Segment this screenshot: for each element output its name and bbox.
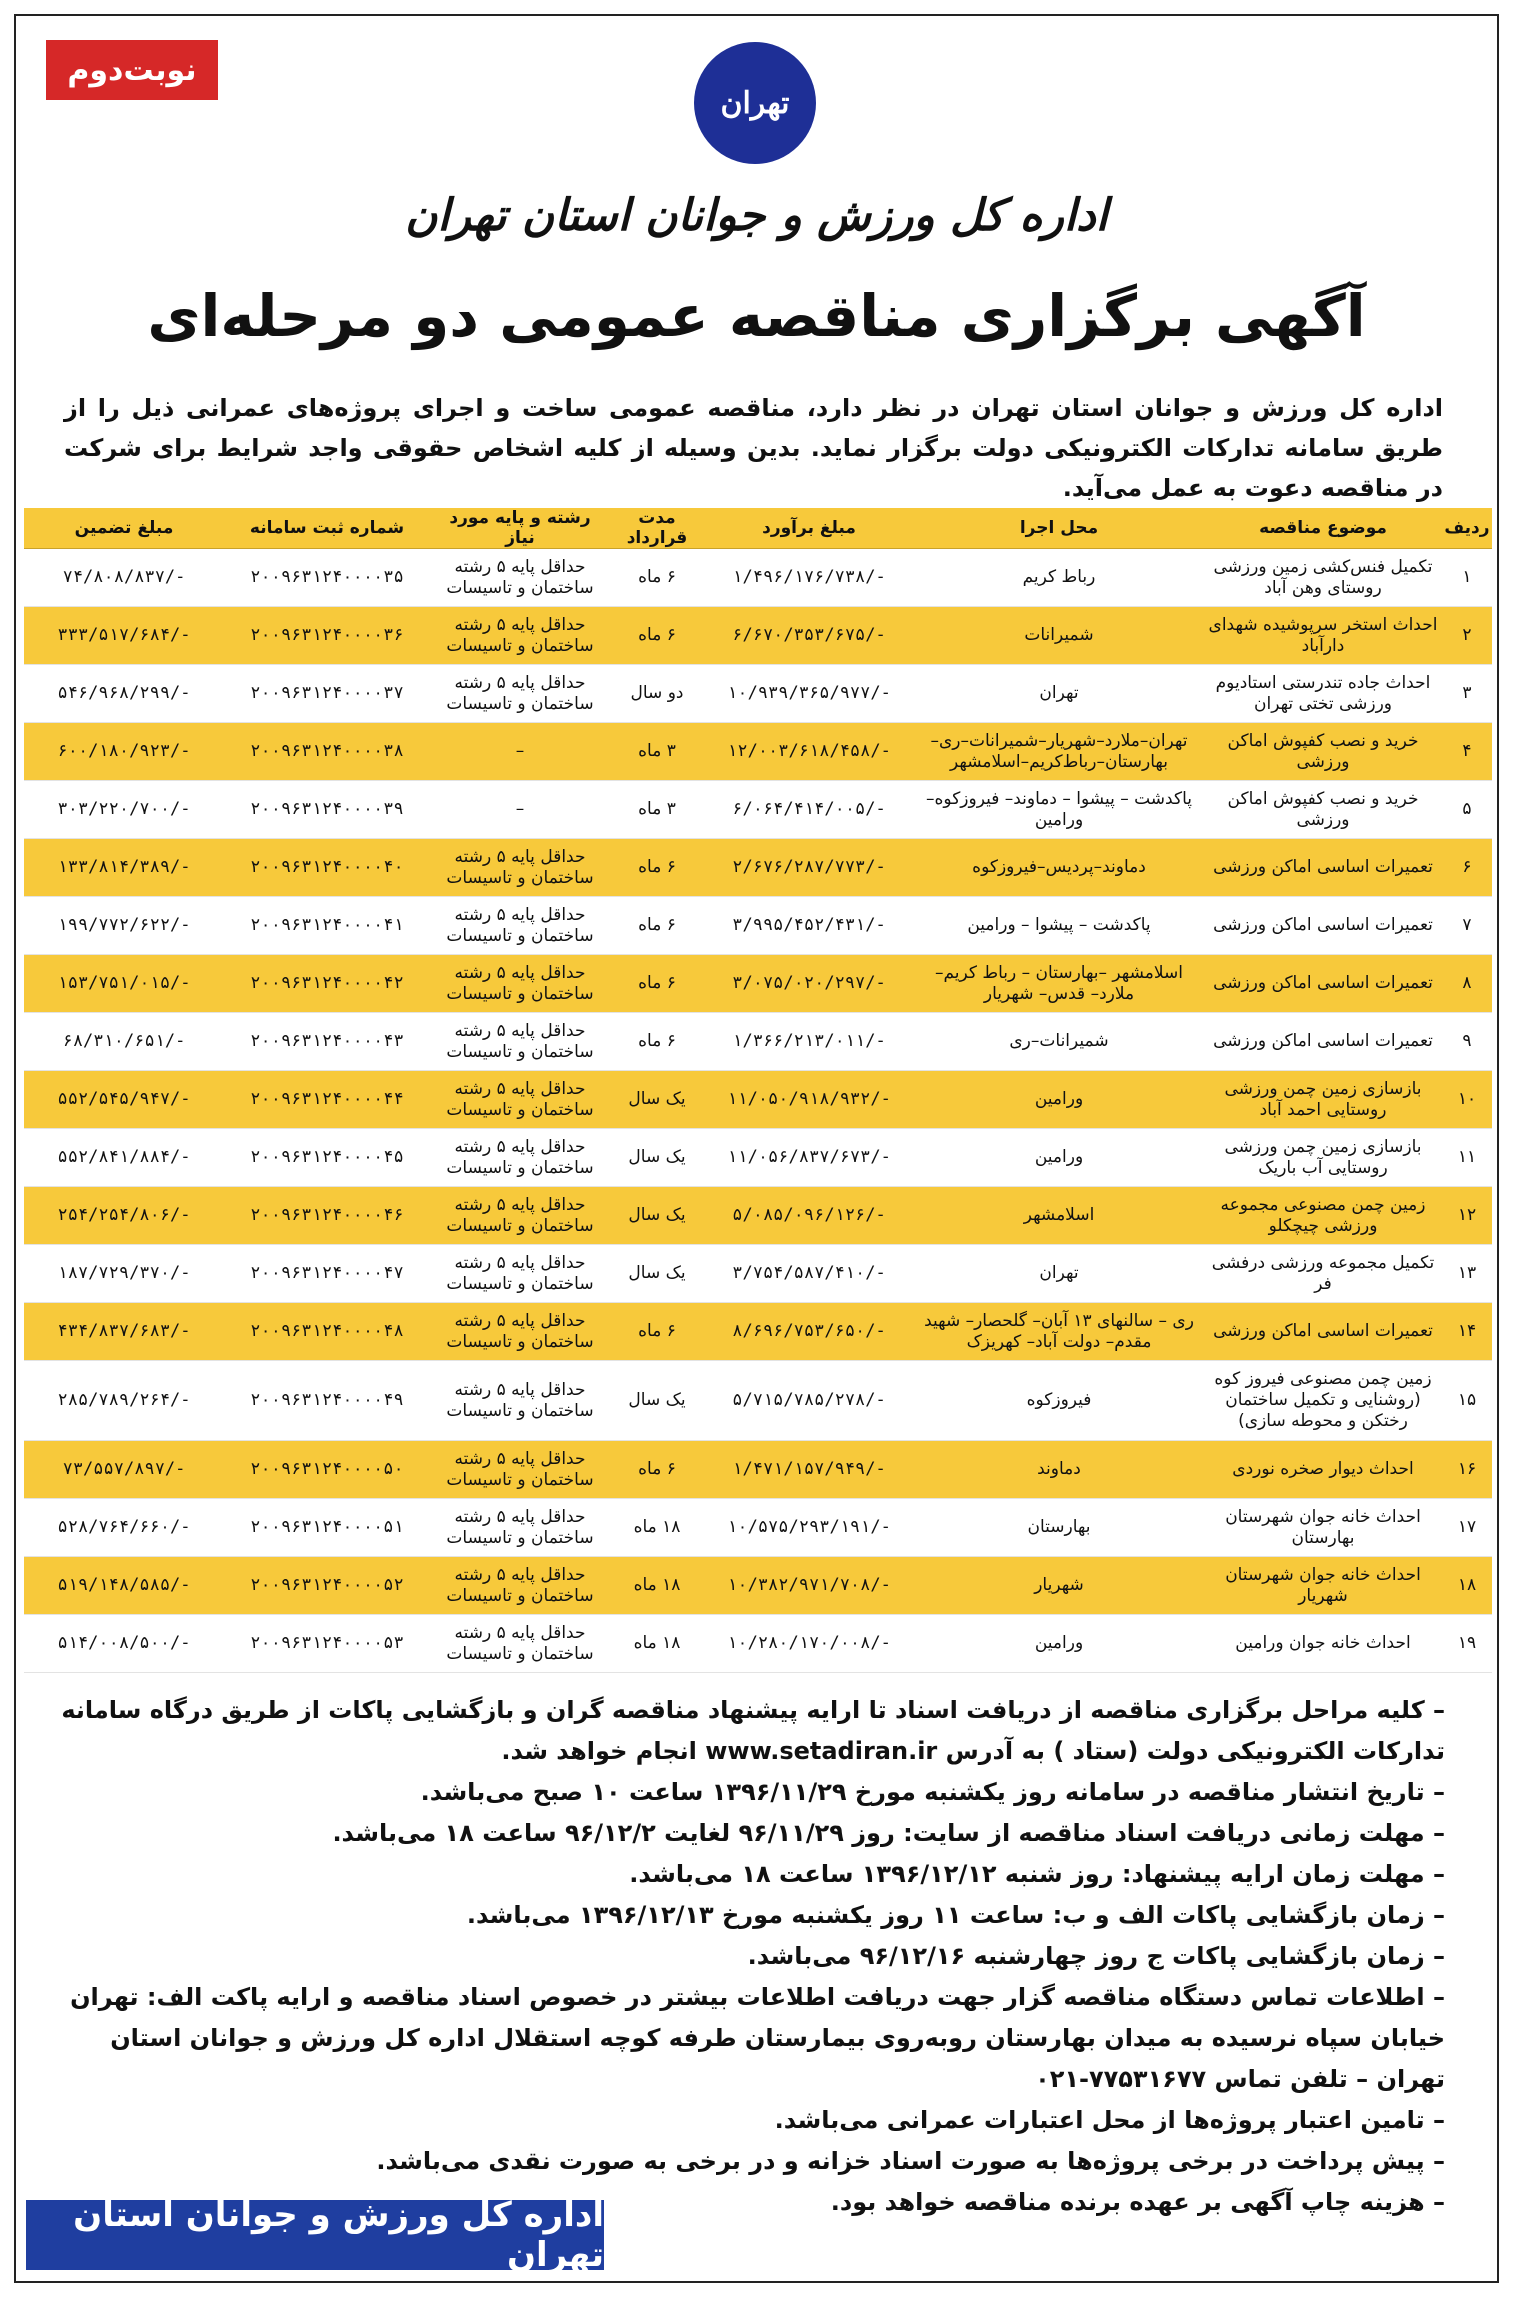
column-header: موضوع مناقصه: [1204, 508, 1442, 549]
contract-duration: ۶ ماه: [610, 1013, 704, 1071]
execution-location: پاکدشت – پیشوا – ورامین: [914, 897, 1204, 955]
estimated-amount: ۱۱/۰۵۰/۹۱۸/۹۳۲/-: [704, 1071, 914, 1129]
estimated-amount: ۳/۹۹۵/۴۵۲/۴۳۱/-: [704, 897, 914, 955]
execution-location: اسلامشهر: [914, 1187, 1204, 1245]
row-number: ۳: [1442, 665, 1492, 723]
row-number: ۲: [1442, 607, 1492, 665]
required-grade: حداقل پایه ۵ رشته ساختمان و تاسیسات: [430, 897, 610, 955]
table-row: [24, 665, 1492, 723]
column-header: مبلغ برآورد: [704, 508, 914, 549]
notes-list: [56, 1690, 1445, 2223]
registration-number: ۲۰۰۹۶۳۱۲۴۰۰۰۰۴۳: [224, 1013, 430, 1071]
required-grade: حداقل پایه ۵ رشته ساختمان و تاسیسات: [430, 1245, 610, 1303]
estimated-amount: ۱۲/۰۰۳/۶۱۸/۴۵۸/-: [704, 723, 914, 781]
contract-duration: یک سال: [610, 1245, 704, 1303]
estimated-amount: ۵/۷۱۵/۷۸۵/۲۷۸/-: [704, 1361, 914, 1441]
registration-number: ۲۰۰۹۶۳۱۲۴۰۰۰۰۴۹: [224, 1361, 430, 1441]
tender-subject: احداث جاده تندرستی استادیوم ورزشی تختی تهران: [1204, 665, 1442, 723]
tender-subject: زمین چمن مصنوعی مجموعه ورزشی چیچکلو: [1204, 1187, 1442, 1245]
registration-number: ۲۰۰۹۶۳۱۲۴۰۰۰۰۳۵: [224, 549, 430, 607]
registration-number: ۲۰۰۹۶۳۱۲۴۰۰۰۰۴۷: [224, 1245, 430, 1303]
row-number: ۱۸: [1442, 1557, 1492, 1615]
required-grade: حداقل پایه ۵ رشته ساختمان و تاسیسات: [430, 955, 610, 1013]
contract-duration: ۱۸ ماه: [610, 1557, 704, 1615]
contract-duration: ۳ ماه: [610, 781, 704, 839]
contract-duration: یک سال: [610, 1361, 704, 1441]
required-grade: حداقل پایه ۵ رشته ساختمان و تاسیسات: [430, 1129, 610, 1187]
note-item: – کلیه مراحل برگزاری مناقصه از دریافت اسناد تا ارایه پیشنهاد مناقصه گران و بازگشایی پاکات از طریق درگاه سامانه تدارکات الکترونیکی دولت (ستاد ) به آدرس www.setadiran.ir انجام خواهد شد.: [61, 1696, 1445, 1765]
registration-number: ۲۰۰۹۶۳۱۲۴۰۰۰۰۴۶: [224, 1187, 430, 1245]
execution-location: ورامین: [914, 1615, 1204, 1673]
contract-duration: یک سال: [610, 1187, 704, 1245]
registration-number: ۲۰۰۹۶۳۱۲۴۰۰۰۰۴۸: [224, 1303, 430, 1361]
estimated-amount: ۳/۰۷۵/۰۲۰/۲۹۷/-: [704, 955, 914, 1013]
row-number: ۶: [1442, 839, 1492, 897]
logo-text: تهران: [720, 85, 790, 121]
estimated-amount: ۱/۴۹۶/۱۷۶/۷۳۸/-: [704, 549, 914, 607]
note-item: – مهلت زمان ارایه پیشنهاد: روز شنبه ۱۳۹۶/۱۲/۱۲ ساعت ۱۸ می‌باشد.: [629, 1860, 1445, 1888]
tender-subject: تعمیرات اساسی اماکن ورزشی: [1204, 1303, 1442, 1361]
tender-subject: بازسازی زمین چمن ورزشی روستایی احمد آباد: [1204, 1071, 1442, 1129]
estimated-amount: ۵/۰۸۵/۰۹۶/۱۲۶/-: [704, 1187, 914, 1245]
table-row: [24, 607, 1492, 665]
execution-location: بهارستان: [914, 1499, 1204, 1557]
row-number: ۱۰: [1442, 1071, 1492, 1129]
required-grade: حداقل پایه ۵ رشته ساختمان و تاسیسات: [430, 1557, 610, 1615]
guarantee-amount: ۵۱۴/۰۰۸/۵۰۰/-: [24, 1615, 224, 1673]
guarantee-amount: ۶۸/۳۱۰/۶۵۱/-: [24, 1013, 224, 1071]
execution-location: اسلامشهر –بهارستان – رباط کریم– ملارد– قدس– شهریار: [914, 955, 1204, 1013]
row-number: ۱۹: [1442, 1615, 1492, 1673]
table-row: [24, 1499, 1492, 1557]
required-grade: حداقل پایه ۵ رشته ساختمان و تاسیسات: [430, 839, 610, 897]
guarantee-amount: ۷۳/۵۵۷/۸۹۷/-: [24, 1441, 224, 1499]
registration-number: ۲۰۰۹۶۳۱۲۴۰۰۰۰۴۴: [224, 1071, 430, 1129]
contract-duration: دو سال: [610, 665, 704, 723]
required-grade: حداقل پایه ۵ رشته ساختمان و تاسیسات: [430, 1441, 610, 1499]
tender-subject: احداث دیوار صخره نوردی: [1204, 1441, 1442, 1499]
tender-subject: تکمیل فنس‌کشی زمین ورزشی روستای وهن آباد: [1204, 549, 1442, 607]
row-number: ۱۷: [1442, 1499, 1492, 1557]
guarantee-amount: ۵۵۲/۵۴۵/۹۴۷/-: [24, 1071, 224, 1129]
note-item: – تاریخ انتشار مناقصه در سامانه روز یکشنبه مورخ ۱۳۹۶/۱۱/۲۹ ساعت ۱۰ صبح می‌باشد.: [420, 1778, 1445, 1806]
table-row: [24, 1361, 1492, 1441]
contract-duration: ۶ ماه: [610, 607, 704, 665]
table-row: [24, 955, 1492, 1013]
guarantee-amount: ۴۳۴/۸۳۷/۶۸۳/-: [24, 1303, 224, 1361]
contract-duration: ۳ ماه: [610, 723, 704, 781]
intro-paragraph: اداره کل ورزش و جوانان استان تهران در نظر دارد، مناقصه عمومی ساخت و اجرای پروژه‌های عمرانی ذیل را از طریق سامانه تدارکات الکترونیکی دولت برگزار نماید. بدین وسیله از کلیه اشخاص حقوقی واجد شرایط برای شرکت در مناقصه دعوت به عمل می‌آید.: [64, 394, 1443, 502]
contract-duration: ۶ ماه: [610, 1441, 704, 1499]
tender-table-wrapper: [24, 508, 1492, 1673]
estimated-amount: ۱/۴۷۱/۱۵۷/۹۴۹/-: [704, 1441, 914, 1499]
guarantee-amount: ۱۹۹/۷۷۲/۶۲۲/-: [24, 897, 224, 955]
footer-organization-bar: اداره کل ورزش و جوانان استان تهران: [26, 2200, 604, 2270]
contract-duration: ۶ ماه: [610, 839, 704, 897]
table-row: [24, 1071, 1492, 1129]
column-header: مدت قرارداد: [610, 508, 704, 549]
required-grade: حداقل پایه ۵ رشته ساختمان و تاسیسات: [430, 1361, 610, 1441]
required-grade: حداقل پایه ۵ رشته ساختمان و تاسیسات: [430, 1071, 610, 1129]
table-row: [24, 549, 1492, 607]
execution-location: شمیرانات–ری: [914, 1013, 1204, 1071]
tender-subject: احداث خانه جوان شهرستان بهارستان: [1204, 1499, 1442, 1557]
registration-number: ۲۰۰۹۶۳۱۲۴۰۰۰۰۵۱: [224, 1499, 430, 1557]
table-row: [24, 839, 1492, 897]
registration-number: ۲۰۰۹۶۳۱۲۴۰۰۰۰۳۶: [224, 607, 430, 665]
table-row: [24, 1187, 1492, 1245]
tender-subject: خرید و نصب کفپوش اماکن ورزشی: [1204, 723, 1442, 781]
estimated-amount: ۱۰/۹۳۹/۳۶۵/۹۷۷/-: [704, 665, 914, 723]
execution-location: ری – سالنهای ۱۳ آبان– گلحصار– شهید مقدم– دولت آباد– کهریزک: [914, 1303, 1204, 1361]
guarantee-amount: ۵۲۸/۷۶۴/۶۶۰/-: [24, 1499, 224, 1557]
table-row: [24, 1557, 1492, 1615]
note-item: – اطلاعات تماس دستگاه مناقصه گزار جهت دریافت اطلاعات بیشتر در خصوص اسناد مناقصه و ارایه پاکت الف: تهران خیابان سپاه نرسیده به میدان بهارستان روبه‌روی بیمارستان طرفه کوچه استقلال اداره کل ورزش و جوانان استان تهران – تلفن تماس ۷۷۵۳۱۶۷۷-۰۲۱: [70, 1983, 1445, 2093]
execution-location: فیروزکوه: [914, 1361, 1204, 1441]
registration-number: ۲۰۰۹۶۳۱۲۴۰۰۰۰۳۸: [224, 723, 430, 781]
tender-subject: تعمیرات اساسی اماکن ورزشی: [1204, 1013, 1442, 1071]
required-grade: حداقل پایه ۵ رشته ساختمان و تاسیسات: [430, 607, 610, 665]
guarantee-amount: ۵۵۲/۸۴۱/۸۸۴/-: [24, 1129, 224, 1187]
required-grade: حداقل پایه ۵ رشته ساختمان و تاسیسات: [430, 1303, 610, 1361]
row-number: ۵: [1442, 781, 1492, 839]
required-grade: حداقل پایه ۵ رشته ساختمان و تاسیسات: [430, 1615, 610, 1673]
registration-number: ۲۰۰۹۶۳۱۲۴۰۰۰۰۳۹: [224, 781, 430, 839]
tender-subject: تعمیرات اساسی اماکن ورزشی: [1204, 955, 1442, 1013]
table-row: [24, 1303, 1492, 1361]
guarantee-amount: ۳۳۳/۵۱۷/۶۸۴/-: [24, 607, 224, 665]
note-item: – زمان بازگشایی پاکات الف و ب: ساعت ۱۱ روز یکشنبه مورخ ۱۳۹۶/۱۲/۱۳ می‌باشد.: [466, 1901, 1445, 1929]
tender-subject: زمین چمن مصنوعی فیروز کوه (روشنایی و تکمیل ساختمان رختکن و محوطه سازی): [1204, 1361, 1442, 1441]
estimated-amount: ۳/۷۵۴/۵۸۷/۴۱۰/-: [704, 1245, 914, 1303]
tender-subject: تعمیرات اساسی اماکن ورزشی: [1204, 839, 1442, 897]
execution-location: پاکدشت – پیشوا – دماوند– فیروزکوه– ورامین: [914, 781, 1204, 839]
tender-subject: بازسازی زمین چمن ورزشی روستایی آب باریک: [1204, 1129, 1442, 1187]
guarantee-amount: ۲۵۴/۲۵۴/۸۰۶/-: [24, 1187, 224, 1245]
estimated-amount: ۱/۳۶۶/۲۱۳/۰۱۱/-: [704, 1013, 914, 1071]
table-row: [24, 1245, 1492, 1303]
estimated-amount: ۸/۶۹۶/۷۵۳/۶۵۰/-: [704, 1303, 914, 1361]
guarantee-amount: ۵۱۹/۱۴۸/۵۸۵/-: [24, 1557, 224, 1615]
row-number: ۹: [1442, 1013, 1492, 1071]
table-body: [24, 549, 1492, 1673]
contract-duration: یک سال: [610, 1129, 704, 1187]
execution-location: ورامین: [914, 1071, 1204, 1129]
contract-duration: ۶ ماه: [610, 897, 704, 955]
required-grade: حداقل پایه ۵ رشته ساختمان و تاسیسات: [430, 1013, 610, 1071]
organization-name: اداره کل ورزش و جوانان استان تهران: [405, 190, 1108, 241]
note-item: – هزینه چاپ آگهی بر عهده برنده مناقصه خواهد بود.: [830, 2188, 1445, 2216]
tender-subject: احداث خانه جوان شهرستان شهریار: [1204, 1557, 1442, 1615]
estimated-amount: ۱۰/۲۸۰/۱۷۰/۰۰۸/-: [704, 1615, 914, 1673]
note-item: – مهلت زمانی دریافت اسناد مناقصه از سایت: روز ۹۶/۱۱/۲۹ لغایت ۹۶/۱۲/۲ ساعت ۱۸ می‌باشد.: [332, 1819, 1445, 1847]
estimated-amount: ۱۱/۰۵۶/۸۳۷/۶۷۳/-: [704, 1129, 914, 1187]
row-number: ۸: [1442, 955, 1492, 1013]
table-row: [24, 1013, 1492, 1071]
estimated-amount: ۶/۰۶۴/۴۱۴/۰۰۵/-: [704, 781, 914, 839]
tender-subject: خرید و نصب کفپوش اماکن ورزشی: [1204, 781, 1442, 839]
column-header: محل اجرا: [914, 508, 1204, 549]
note-item: – پیش پرداخت در برخی پروژه‌ها به صورت اسناد خزانه و در برخی به صورت نقدی می‌باشد.: [376, 2147, 1445, 2175]
column-header: رشته و پایه مورد نیاز: [430, 508, 610, 549]
guarantee-amount: ۶۰۰/۱۸۰/۹۲۳/-: [24, 723, 224, 781]
execution-location: شهریار: [914, 1557, 1204, 1615]
execution-location: تهران: [914, 1245, 1204, 1303]
contract-duration: ۱۸ ماه: [610, 1615, 704, 1673]
registration-number: ۲۰۰۹۶۳۱۲۴۰۰۰۰۴۱: [224, 897, 430, 955]
required-grade: –: [430, 781, 610, 839]
row-number: ۴: [1442, 723, 1492, 781]
contract-duration: یک سال: [610, 1071, 704, 1129]
execution-location: ورامین: [914, 1129, 1204, 1187]
column-header: مبلغ تضمین: [24, 508, 224, 549]
round-badge: نوبت‌دوم: [46, 40, 218, 100]
execution-location: دماوند–پردیس–فیروزکوه: [914, 839, 1204, 897]
row-number: ۷: [1442, 897, 1492, 955]
estimated-amount: ۱۰/۳۸۲/۹۷۱/۷۰۸/-: [704, 1557, 914, 1615]
note-item: – تامین اعتبار پروژه‌ها از محل اعتبارات عمرانی می‌باشد.: [774, 2106, 1445, 2134]
row-number: ۱۵: [1442, 1361, 1492, 1441]
column-header: شماره ثبت سامانه: [224, 508, 430, 549]
table-row: [24, 897, 1492, 955]
registration-number: ۲۰۰۹۶۳۱۲۴۰۰۰۰۵۰: [224, 1441, 430, 1499]
table-row: [24, 1129, 1492, 1187]
execution-location: تهران: [914, 665, 1204, 723]
contract-duration: ۶ ماه: [610, 1303, 704, 1361]
guarantee-amount: ۵۴۶/۹۶۸/۲۹۹/-: [24, 665, 224, 723]
registration-number: ۲۰۰۹۶۳۱۲۴۰۰۰۰۳۷: [224, 665, 430, 723]
contract-duration: ۶ ماه: [610, 549, 704, 607]
table-row: [24, 781, 1492, 839]
tender-subject: تعمیرات اساسی اماکن ورزشی: [1204, 897, 1442, 955]
note-item: – زمان بازگشایی پاکات ج روز چهارشنبه ۹۶/۱۲/۱۶ می‌باشد.: [747, 1942, 1445, 1970]
guarantee-amount: ۱۵۳/۷۵۱/۰۱۵/-: [24, 955, 224, 1013]
table-header-row: [24, 508, 1492, 549]
execution-location: دماوند: [914, 1441, 1204, 1499]
registration-number: ۲۰۰۹۶۳۱۲۴۰۰۰۰۴۰: [224, 839, 430, 897]
estimated-amount: ۶/۶۷۰/۳۵۳/۶۷۵/-: [704, 607, 914, 665]
estimated-amount: ۱۰/۵۷۵/۲۹۳/۱۹۱/-: [704, 1499, 914, 1557]
execution-location: شمیرانات: [914, 607, 1204, 665]
row-number: ۱۴: [1442, 1303, 1492, 1361]
execution-location: تهران–ملارد–شهریار–شمیرانات–ری–بهارستان–رباط‌کریم–اسلامشهر: [914, 723, 1204, 781]
row-number: ۱۲: [1442, 1187, 1492, 1245]
tender-subject: احداث خانه جوان ورامین: [1204, 1615, 1442, 1673]
guarantee-amount: ۳۰۳/۲۲۰/۷۰۰/-: [24, 781, 224, 839]
guarantee-amount: ۷۴/۸۰۸/۸۳۷/-: [24, 549, 224, 607]
guarantee-amount: ۱۸۷/۷۲۹/۳۷۰/-: [24, 1245, 224, 1303]
tender-table: [24, 508, 1492, 1673]
row-number: ۱۶: [1442, 1441, 1492, 1499]
table-row: [24, 1615, 1492, 1673]
guarantee-amount: ۱۳۳/۸۱۴/۳۸۹/-: [24, 839, 224, 897]
guarantee-amount: ۲۸۵/۷۸۹/۲۶۴/-: [24, 1361, 224, 1441]
table-row: [24, 1441, 1492, 1499]
contract-duration: ۱۸ ماه: [610, 1499, 704, 1557]
tehran-logo-icon: [694, 42, 816, 164]
contract-duration: ۶ ماه: [610, 955, 704, 1013]
registration-number: ۲۰۰۹۶۳۱۲۴۰۰۰۰۵۳: [224, 1615, 430, 1673]
required-grade: حداقل پایه ۵ رشته ساختمان و تاسیسات: [430, 1187, 610, 1245]
execution-location: رباط کریم: [914, 549, 1204, 607]
estimated-amount: ۲/۶۷۶/۲۸۷/۷۷۳/-: [704, 839, 914, 897]
row-number: ۱: [1442, 549, 1492, 607]
tender-subject: احداث استخر سرپوشیده شهدای دارآباد: [1204, 607, 1442, 665]
row-number: ۱۳: [1442, 1245, 1492, 1303]
registration-number: ۲۰۰۹۶۳۱۲۴۰۰۰۰۵۲: [224, 1557, 430, 1615]
column-header: ردیف: [1442, 508, 1492, 549]
registration-number: ۲۰۰۹۶۳۱۲۴۰۰۰۰۴۵: [224, 1129, 430, 1187]
row-number: ۱۱: [1442, 1129, 1492, 1187]
tender-subject: تکمیل مجموعه ورزشی درفشی فر: [1204, 1245, 1442, 1303]
required-grade: حداقل پایه ۵ رشته ساختمان و تاسیسات: [430, 1499, 610, 1557]
required-grade: حداقل پایه ۵ رشته ساختمان و تاسیسات: [430, 549, 610, 607]
registration-number: ۲۰۰۹۶۳۱۲۴۰۰۰۰۴۲: [224, 955, 430, 1013]
table-row: [24, 723, 1492, 781]
required-grade: حداقل پایه ۵ رشته ساختمان و تاسیسات: [430, 665, 610, 723]
notice-title: آگهی برگزاری مناقصه عمومی دو مرحله‌ای: [147, 282, 1366, 350]
required-grade: –: [430, 723, 610, 781]
